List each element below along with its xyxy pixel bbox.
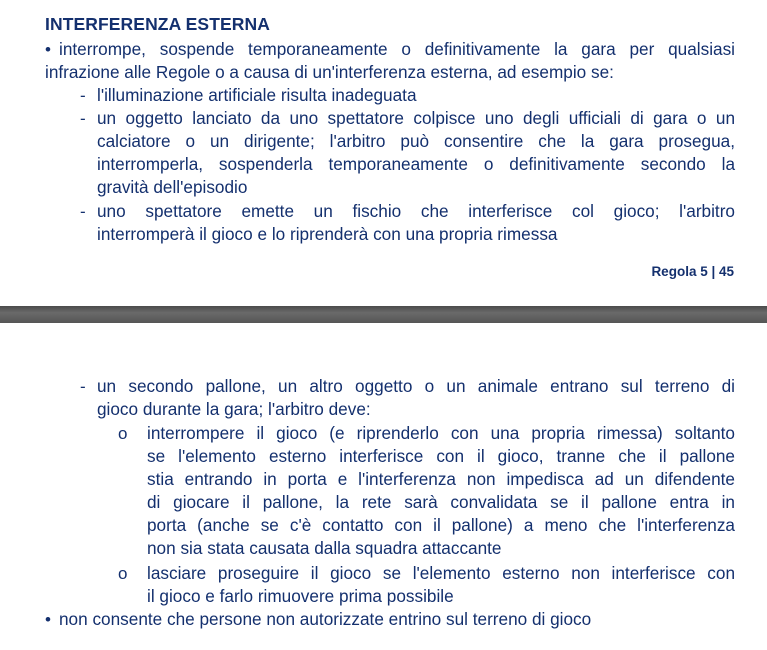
bullet-marker: • — [45, 610, 51, 629]
text-line: interrompe, sospende temporaneamente o definitivamente la gara per qualsiasi — [59, 39, 735, 59]
text-line: il gioco e farlo rimuovere prima possibile — [147, 586, 454, 606]
text-line: di giocare il pallone, la rete sarà convalidata se il pallone entra in — [147, 492, 735, 512]
page-bottom — [0, 323, 767, 650]
page-divider — [0, 306, 767, 323]
text-line: gravità dell'episodio — [97, 177, 248, 197]
text-line: infrazione alle Regole o a causa di un'interferenza esterna, ad esempio se: — [45, 62, 614, 82]
dash-marker: - — [80, 86, 86, 105]
text-line: calciatore o un dirigente; l'arbitro può consentire che la gara prosegua, — [97, 131, 735, 151]
text-line: porta (anche se c'è contatto con il pallone) a meno che l'interferenza — [147, 515, 735, 535]
circle-marker: o — [118, 424, 128, 443]
text-line: lasciare proseguire il gioco se l'elemento esterno non interferisce con — [147, 563, 735, 583]
text-line: un oggetto lanciato da uno spettatore colpisce uno degli ufficiali di gara o un — [97, 108, 735, 128]
text-line: se l'elemento esterno interferisce con il gioco, tranne che il pallone — [147, 446, 735, 466]
text-line: non sia stata causata dalla squadra attaccante — [147, 538, 502, 558]
page-footer: Regola 5 | 45 — [651, 264, 734, 279]
text-line: interromperla, sospenderla temporaneamente o definitivamente secondo la — [97, 154, 735, 174]
dash-marker: - — [80, 202, 86, 221]
text-line: stia entrando in porta e l'interferenza non impedisca ad un difendente — [147, 469, 735, 489]
text-line: un secondo pallone, un altro oggetto o un animale entrano sul terreno di — [97, 376, 735, 396]
dash-marker: - — [80, 109, 86, 128]
text-line: non consente che persone non autorizzate entrino sul terreno di gioco — [59, 609, 592, 629]
page-top — [0, 0, 767, 306]
text-line: uno spettatore emette un fischio che interferisce col gioco; l'arbitro — [97, 201, 735, 221]
text-line: interrompere il gioco (e riprenderlo con una propria rimessa) soltanto — [147, 423, 735, 443]
dash-marker: - — [80, 377, 86, 396]
text-line: l'illuminazione artificiale risulta inadeguata — [97, 85, 417, 105]
circle-marker: o — [118, 564, 128, 583]
bullet-marker: • — [45, 40, 51, 59]
text-line: interromperà il gioco e lo riprenderà con una propria rimessa — [97, 224, 558, 244]
text-line: gioco durante la gara; l'arbitro deve: — [97, 399, 371, 419]
section-title: INTERFERENZA ESTERNA — [45, 14, 270, 34]
